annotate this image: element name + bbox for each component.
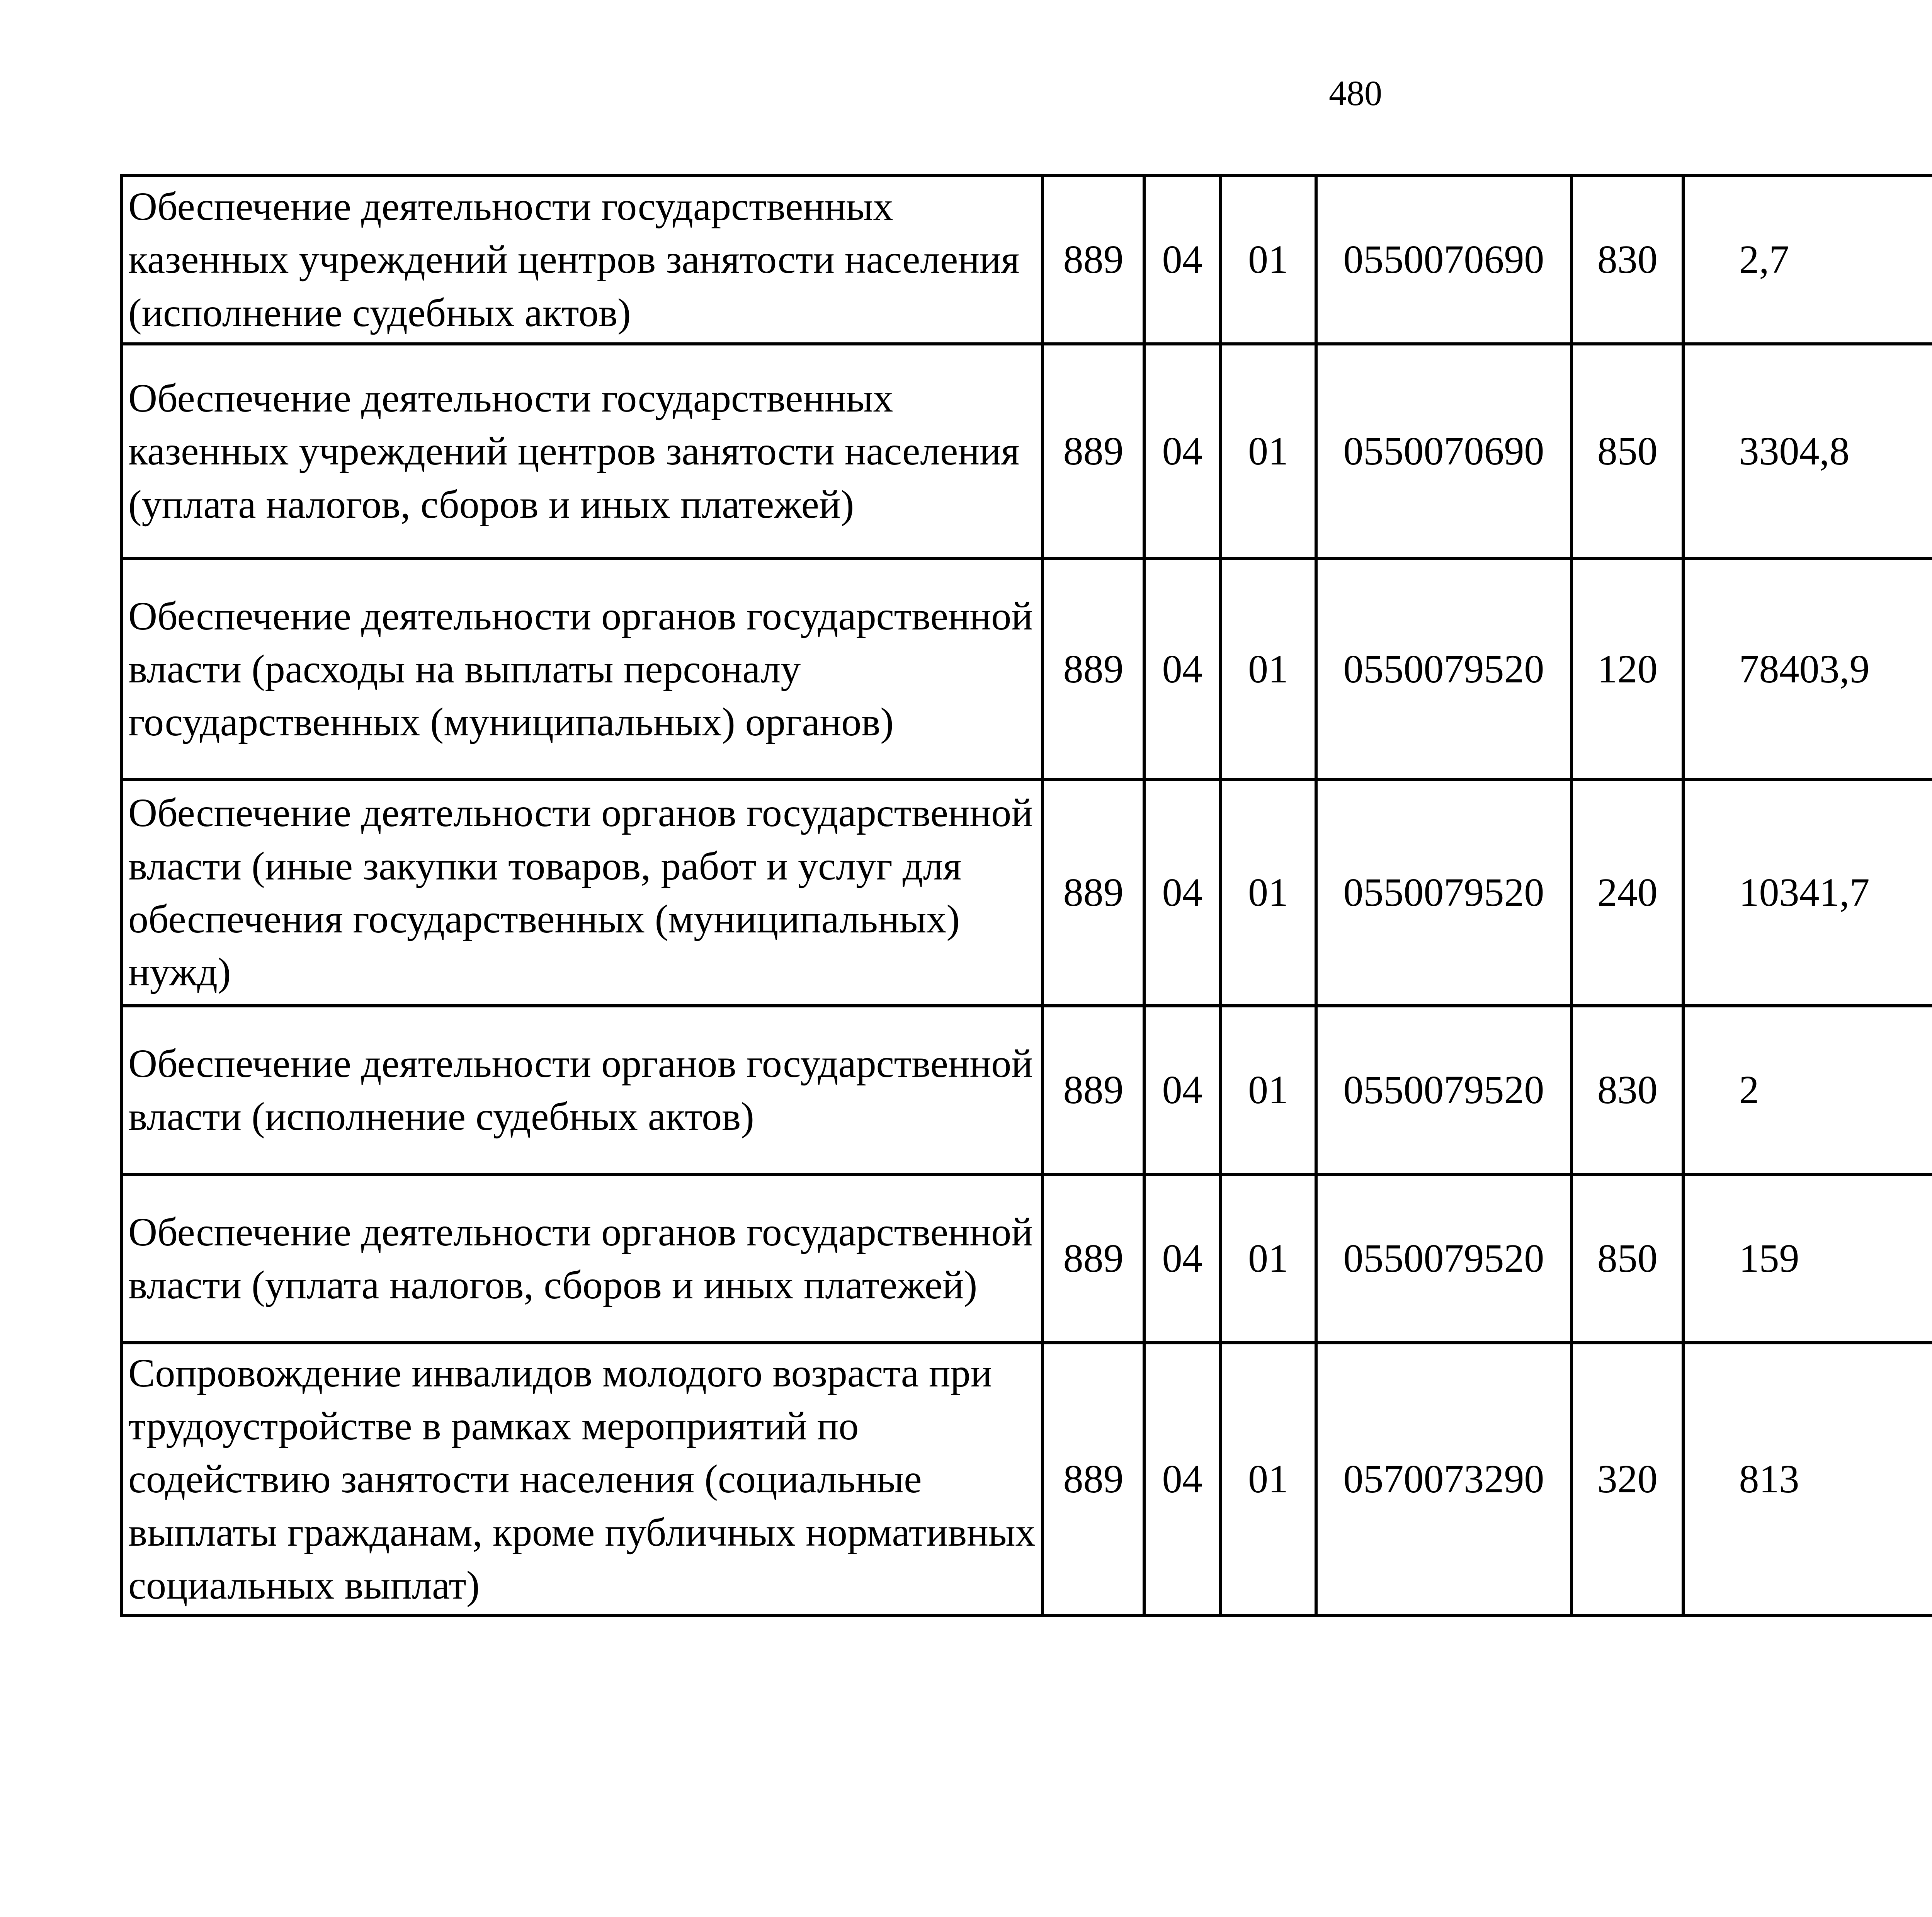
expense-type-cell: 320 — [1571, 1343, 1684, 1616]
expense-type-cell: 120 — [1571, 559, 1684, 779]
ministry-code-cell: 889 — [1043, 1174, 1144, 1343]
target-article-cell: 0550079520 — [1316, 1174, 1571, 1343]
table-row — [121, 1343, 1932, 1616]
subsection-code-cell: 01 — [1220, 1343, 1316, 1616]
subsection-code-cell: 01 — [1220, 559, 1316, 779]
section-code-cell: 04 — [1144, 175, 1220, 344]
section-code-cell: 04 — [1144, 1343, 1220, 1616]
expense-type-cell: 850 — [1571, 1174, 1684, 1343]
amount-year-1-cell: 3304,8 — [1683, 344, 1932, 559]
expense-type-cell: 240 — [1571, 779, 1684, 1006]
budget-table — [120, 174, 1932, 1617]
amount-year-1-cell: 2 — [1683, 1006, 1932, 1174]
table-row — [121, 344, 1932, 559]
table-row — [121, 779, 1932, 1006]
subsection-code-cell: 01 — [1220, 1006, 1316, 1174]
expense-name-cell: Обеспечение деятельности государственных казенных учреждений центров занятости населения (уплата налогов, сборов и иных платежей) — [121, 344, 1043, 559]
ministry-code-cell: 889 — [1043, 1006, 1144, 1174]
amount-year-1-cell: 2,7 — [1683, 175, 1932, 344]
expense-name-cell: Сопровождение инвалидов молодого возраста при трудоустройстве в рамках мероприятий по содействию занятости населения (социальные выплаты гражданам, кроме публичных нормативных социальных выплат) — [121, 1343, 1043, 1616]
table-row — [121, 175, 1932, 344]
expense-name-cell: Обеспечение деятельности органов государственной власти (иные закупки товаров, работ и услуг для обеспечения государственных (муниципальных) нужд) — [121, 779, 1043, 1006]
expense-type-cell: 830 — [1571, 1006, 1684, 1174]
target-article-cell: 0550070690 — [1316, 344, 1571, 559]
subsection-code-cell: 01 — [1220, 779, 1316, 1006]
section-code-cell: 04 — [1144, 1006, 1220, 1174]
target-article-cell: 0550079520 — [1316, 559, 1571, 779]
page-number: 480 — [1329, 73, 1382, 113]
table-row — [121, 559, 1932, 779]
section-code-cell: 04 — [1144, 344, 1220, 559]
table-row — [121, 1006, 1932, 1174]
section-code-cell: 04 — [1144, 1174, 1220, 1343]
table-body — [121, 175, 1932, 1616]
amount-year-1-cell: 159 — [1683, 1174, 1932, 1343]
amount-year-1-cell: 813 — [1683, 1343, 1932, 1616]
subsection-code-cell: 01 — [1220, 1174, 1316, 1343]
ministry-code-cell: 889 — [1043, 1343, 1144, 1616]
expense-type-cell: 850 — [1571, 344, 1684, 559]
ministry-code-cell: 889 — [1043, 559, 1144, 779]
ministry-code-cell: 889 — [1043, 779, 1144, 1006]
expense-name-cell: Обеспечение деятельности государственных казенных учреждений центров занятости населения (исполнение судебных актов) — [121, 175, 1043, 344]
target-article-cell: 0550079520 — [1316, 779, 1571, 1006]
table-row — [121, 1174, 1932, 1343]
amount-year-1-cell: 10341,7 — [1683, 779, 1932, 1006]
target-article-cell: 0570073290 — [1316, 1343, 1571, 1616]
subsection-code-cell: 01 — [1220, 175, 1316, 344]
target-article-cell: 0550070690 — [1316, 175, 1571, 344]
expense-name-cell: Обеспечение деятельности органов государственной власти (расходы на выплаты персоналу государственных (муниципальных) органов) — [121, 559, 1043, 779]
target-article-cell: 0550079520 — [1316, 1006, 1571, 1174]
expense-name-cell: Обеспечение деятельности органов государственной власти (исполнение судебных актов) — [121, 1006, 1043, 1174]
ministry-code-cell: 889 — [1043, 175, 1144, 344]
expense-type-cell: 830 — [1571, 175, 1684, 344]
subsection-code-cell: 01 — [1220, 344, 1316, 559]
section-code-cell: 04 — [1144, 559, 1220, 779]
section-code-cell: 04 — [1144, 779, 1220, 1006]
ministry-code-cell: 889 — [1043, 344, 1144, 559]
amount-year-1-cell: 78403,9 — [1683, 559, 1932, 779]
expense-name-cell: Обеспечение деятельности органов государственной власти (уплата налогов, сборов и иных платежей) — [121, 1174, 1043, 1343]
